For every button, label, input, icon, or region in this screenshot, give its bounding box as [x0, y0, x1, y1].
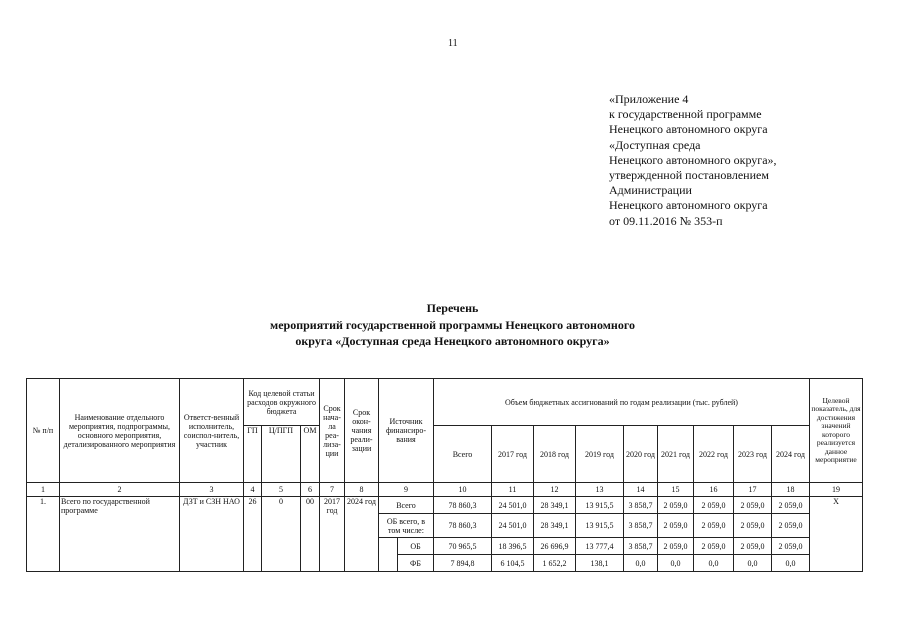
- header-num: № п/п: [27, 379, 60, 483]
- fin-value: 2 059,0: [734, 497, 772, 514]
- fin-source: ФБ: [398, 555, 434, 572]
- header-om: ОМ: [301, 426, 320, 483]
- header-2020: 2020 год: [624, 426, 658, 483]
- appendix-block: [609, 92, 777, 229]
- header-2018: 2018 год: [534, 426, 576, 483]
- title-line-3: округа «Доступная среда Ненецкого автономного округа»: [295, 334, 610, 348]
- col-number: 15: [658, 483, 694, 497]
- header-2017: 2017 год: [492, 426, 534, 483]
- fin-value: 2 059,0: [694, 514, 734, 538]
- col-number: 2: [60, 483, 180, 497]
- appendix-line: «Доступная среда: [609, 137, 701, 152]
- fin-value: 2 059,0: [772, 514, 810, 538]
- title-line-1: Перечень: [426, 301, 479, 315]
- header-gp: ГП: [244, 426, 262, 483]
- page-number: 11: [448, 38, 458, 49]
- appendix-line: Ненецкого автономного округа»,: [609, 152, 777, 167]
- col-number: 8: [345, 483, 379, 497]
- fin-value: 0,0: [694, 555, 734, 572]
- col-number: 17: [734, 483, 772, 497]
- appendix-line: «Приложение 4: [609, 92, 689, 106]
- fin-source: Всего: [379, 497, 434, 514]
- header-total: Всего: [434, 426, 492, 483]
- col-number: 3: [180, 483, 244, 497]
- col-number: 18: [772, 483, 810, 497]
- fin-value: 2 059,0: [694, 538, 734, 555]
- fin-value: 3 858,7: [624, 497, 658, 514]
- program-table: [26, 378, 863, 572]
- fin-value: 1 652,2: [534, 555, 576, 572]
- col-number: 13: [576, 483, 624, 497]
- col-number: 11: [492, 483, 534, 497]
- row-name: Всего по государственной программе: [60, 497, 180, 572]
- fin-value: 70 965,5: [434, 538, 492, 555]
- fin-value: 26 696,9: [534, 538, 576, 555]
- header-start: Срок нача-ла реа-лиза-ции: [320, 379, 345, 483]
- fin-value: 3 858,7: [624, 514, 658, 538]
- header-2021: 2021 год: [658, 426, 694, 483]
- appendix-line: утвержденной постановлением: [609, 168, 769, 183]
- row-gp: 26: [244, 497, 262, 572]
- appendix-line: от 09.11.2016 № 353-п: [609, 213, 723, 228]
- appendix-line: Ненецкого автономного округа: [609, 198, 768, 213]
- header-indicator: Целевой показатель, для достижения значений которого реализуется данное мероприятие: [810, 379, 863, 483]
- fin-value: 13 777,4: [576, 538, 624, 555]
- row-cpgp: 0: [262, 497, 301, 572]
- header-code-group: Код целевой статьи расходов окружного бюджета: [244, 379, 320, 426]
- fin-value: 18 396,5: [492, 538, 534, 555]
- fin-value: 138,1: [576, 555, 624, 572]
- header-volume-group: Объем бюджетных ассигнований по годам реализации (тыс. рублей): [434, 379, 810, 426]
- fin-value: 2 059,0: [734, 538, 772, 555]
- col-number: 9: [379, 483, 434, 497]
- fin-value: 78 860,3: [434, 497, 492, 514]
- header-end: Срок окон-чания реали-зации: [345, 379, 379, 483]
- fin-value: 13 915,5: [576, 514, 624, 538]
- header-2024: 2024 год: [772, 426, 810, 483]
- col-number: 4: [244, 483, 262, 497]
- title-line-2: мероприятий государственной программы Ненецкого автономного: [270, 317, 635, 332]
- row-executor: ДЗТ и СЗН НАО: [180, 497, 244, 572]
- appendix-line: Ненецкого автономного округа: [609, 122, 768, 137]
- col-number: 10: [434, 483, 492, 497]
- fin-source: ОБ всего, в том числе:: [379, 514, 434, 538]
- header-name: Наименование отдельного мероприятия, подпрограммы, основного мероприятия, детализированного мероприятия: [60, 379, 180, 483]
- row-start: 2017 год: [320, 497, 345, 572]
- fin-value: 7 894,8: [434, 555, 492, 572]
- fin-indent-cell: [379, 538, 398, 572]
- fin-value: 24 501,0: [492, 514, 534, 538]
- fin-value: 2 059,0: [658, 514, 694, 538]
- row-om: 00: [301, 497, 320, 572]
- fin-value: 24 501,0: [492, 497, 534, 514]
- row-end: 2024 год: [345, 497, 379, 572]
- col-number: 7: [320, 483, 345, 497]
- header-cpgp: Ц/ПГП: [262, 426, 301, 483]
- fin-value: 6 104,5: [492, 555, 534, 572]
- document-title: [0, 300, 905, 350]
- col-number: 5: [262, 483, 301, 497]
- row-indicator: Х: [810, 497, 863, 572]
- fin-value: 2 059,0: [658, 497, 694, 514]
- fin-value: 0,0: [734, 555, 772, 572]
- fin-value: 2 059,0: [772, 538, 810, 555]
- col-number: 6: [301, 483, 320, 497]
- header-2019: 2019 год: [576, 426, 624, 483]
- header-2022: 2022 год: [694, 426, 734, 483]
- fin-value: 28 349,1: [534, 497, 576, 514]
- col-number: 1: [27, 483, 60, 497]
- fin-value: 28 349,1: [534, 514, 576, 538]
- fin-value: 2 059,0: [658, 538, 694, 555]
- fin-value: 2 059,0: [772, 497, 810, 514]
- fin-value: 0,0: [658, 555, 694, 572]
- fin-value: 0,0: [624, 555, 658, 572]
- fin-value: 2 059,0: [694, 497, 734, 514]
- fin-value: 2 059,0: [734, 514, 772, 538]
- col-number: 12: [534, 483, 576, 497]
- header-2023: 2023 год: [734, 426, 772, 483]
- col-number: 14: [624, 483, 658, 497]
- fin-source: ОБ: [398, 538, 434, 555]
- fin-value: 3 858,7: [624, 538, 658, 555]
- col-number: 16: [694, 483, 734, 497]
- fin-value: 78 860,3: [434, 514, 492, 538]
- appendix-line: к государственной программе: [609, 107, 762, 122]
- header-executor: Ответст-венный исполнитель, соиспол-нитель, участник: [180, 379, 244, 483]
- col-number: 19: [810, 483, 863, 497]
- row-num: 1.: [27, 497, 60, 572]
- fin-value: 0,0: [772, 555, 810, 572]
- appendix-line: Администрации: [609, 183, 692, 198]
- header-source: Источник финансиро-вания: [379, 379, 434, 483]
- fin-value: 13 915,5: [576, 497, 624, 514]
